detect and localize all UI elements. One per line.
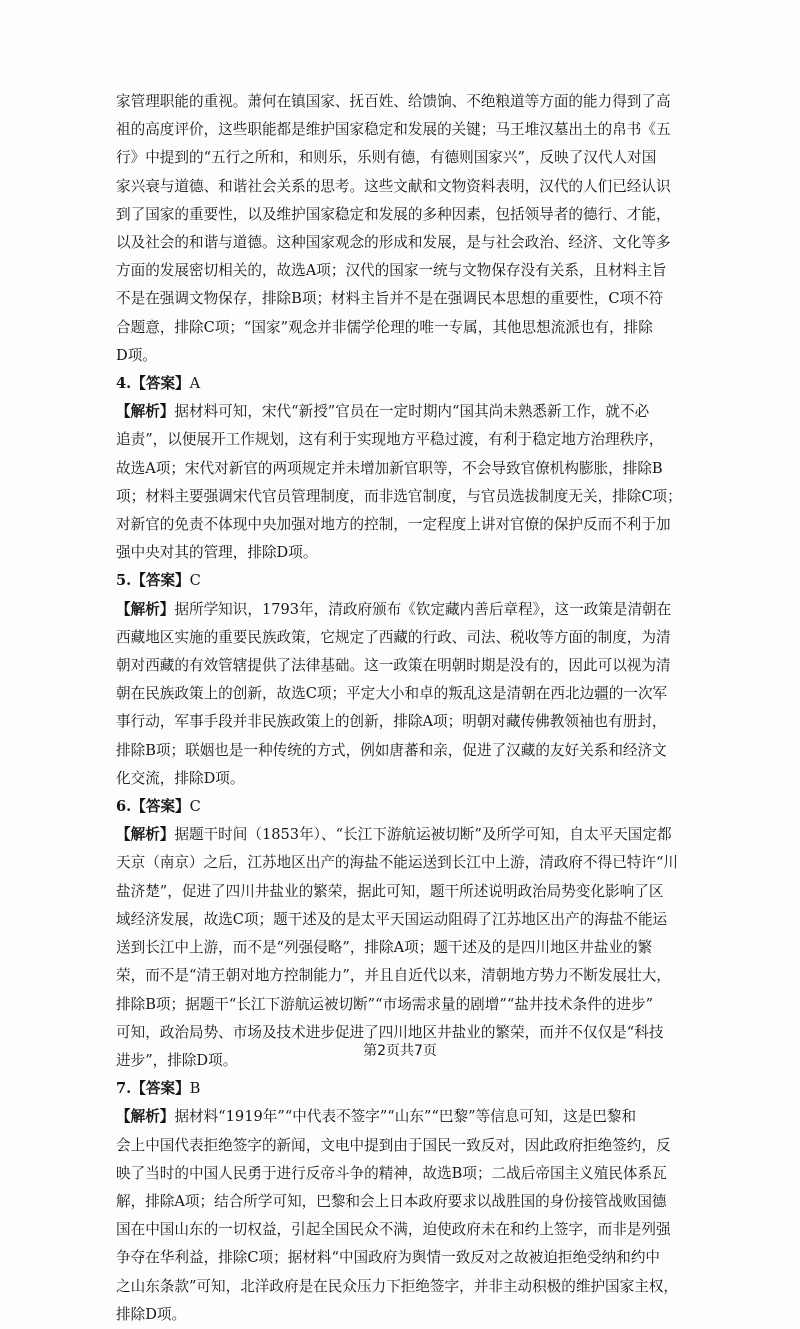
line-text: 祖的高度评价，这些职能都是维护国家稳定和发展的关键；马王堆汉墓出土的帛书《五 xyxy=(116,121,671,139)
answer-value: C xyxy=(189,572,201,590)
line-text: 可知，政治局势、市场及技术进步促进了四川地区井盐业的繁荣，而并不仅仅是“科技 xyxy=(116,1023,664,1041)
text-line xyxy=(116,1273,716,1301)
line-text: 据材料“1919年”“中代表不签字”“山东”“巴黎”等信息可知，这是巴黎和 xyxy=(174,1108,637,1126)
text-line xyxy=(116,314,716,342)
line-text: 天京（南京）之后，江苏地区出产的海盐不能运送到长江中上游，清政府不得已特许“川 xyxy=(116,854,679,872)
analysis-block xyxy=(116,821,716,1075)
text-line xyxy=(116,483,716,511)
line-text: 故选A项；宋代对新官的两项规定并未增加新官职等，不会导致官僚机构膨胀，排除B xyxy=(116,459,663,477)
line-text: 行》中提到的“五行之所和，和则乐，乐则有德，有德则国家兴”，反映了汉代人对国 xyxy=(116,149,657,167)
line-text: 到了国家的重要性，以及维护国家稳定和发展的多种因素，包括领导者的德行、才能， xyxy=(116,205,671,223)
line-text: 不是在强调文物保存，排除B项；材料主旨并不是在强调民本思想的重要性，C项不符 xyxy=(116,290,664,308)
analysis-label: 【解析】 xyxy=(116,600,175,618)
text-line xyxy=(116,708,716,736)
analysis-label: 【解析】 xyxy=(116,826,175,844)
answer-line xyxy=(116,370,716,398)
text-line xyxy=(116,1244,716,1272)
answer-value: A xyxy=(189,375,201,393)
text-line xyxy=(116,1216,716,1244)
line-text: 送到长江中上游，而不是“列强侵略”，排除A项；题干述及的是四川地区井盐业的繁 xyxy=(116,939,653,957)
answer-line xyxy=(116,793,716,821)
text-line xyxy=(116,906,716,934)
analysis-block xyxy=(116,596,716,793)
text-line xyxy=(116,596,716,624)
line-text: 映了当时的中国人民勇于进行反帝斗争的精神，故选B项；二战后帝国主义殖民体系瓦 xyxy=(116,1164,667,1182)
line-text: 对新官的免责不体现中央加强对地方的控制，一定程度上讲对官僚的保护反而不利于加 xyxy=(116,516,671,534)
line-text: 强中央对其的管理，排除D项。 xyxy=(116,544,318,562)
line-text: 朝在民族政策上的创新，故选C项；平定大小和卓的叛乱这是清朝在西北边疆的一次军 xyxy=(116,685,668,703)
answer-value: C xyxy=(189,798,201,816)
line-text: D项。 xyxy=(116,346,157,364)
answer-num: 4. xyxy=(116,375,132,393)
answer-line xyxy=(116,1075,716,1103)
page-footer: 第2页共7页 xyxy=(363,1043,437,1059)
line-text: 项；材料主要强调宋代官员管理制度，而非选官制度，与官员选拔制度无关，排除C项； xyxy=(116,487,682,505)
line-text: 之山东条款”可知，北洋政府是在民众压力下拒绝签字，并非主动积极的维护国家主权， xyxy=(116,1277,679,1295)
text-line xyxy=(116,511,716,539)
text-line xyxy=(116,201,716,229)
analysis-label: 【解析】 xyxy=(116,1108,175,1126)
answer-num: 6. xyxy=(116,798,132,816)
line-text: 排除B项；联姻也是一种传统的方式，例如唐蕃和亲，促进了汉藏的友好关系和经济文 xyxy=(116,741,667,759)
line-text: 据题干时间（1853年）、“长江下游航运被切断”及所学可知，自太平天国定都 xyxy=(174,826,672,844)
answer-num: 5. xyxy=(116,572,132,590)
text-line xyxy=(116,229,716,257)
line-text: 追责”，以便展开工作规划，这有利于实现地方平稳过渡，有利于稳定地方治理秩序， xyxy=(116,431,664,449)
text-line xyxy=(116,1301,716,1329)
answer-tag: 【答案】 xyxy=(131,798,190,816)
line-text: 盐济楚”，促进了四川井盐业的繁荣，据此可知，题干所述说明政治局势变化影响了区 xyxy=(116,882,664,900)
text-line xyxy=(116,1132,716,1160)
line-text: 解，排除A项；结合所学可知，巴黎和会上日本政府要求以战胜国的身份接管战败国德 xyxy=(116,1192,667,1210)
analysis-block xyxy=(116,398,716,567)
text-line xyxy=(116,737,716,765)
text-line xyxy=(116,173,716,201)
answer-num: 7. xyxy=(116,1080,132,1098)
line-text: 家兴衰与道德、和谐社会关系的思考。这些文献和文物资料表明，汉代的人们已经认识 xyxy=(116,177,671,195)
text-line xyxy=(116,962,716,990)
text-line xyxy=(116,1188,716,1216)
text-line xyxy=(116,991,716,1019)
line-text: 荣，而不是“清王朝对地方控制能力”，并且自近代以来，清朝地方势力不断发展壮大， xyxy=(116,967,671,985)
analysis-label: 【解析】 xyxy=(116,403,175,421)
line-text: 国在中国山东的一切权益，引起全国民众不满，迫使政府未在和约上签字，而非是列强 xyxy=(116,1221,671,1239)
text-line xyxy=(116,1160,716,1188)
line-text: 据材料可知，宋代“新授”官员在一定时期内“国其尚未熟悉新工作，就不必 xyxy=(174,403,650,421)
text-line xyxy=(116,88,716,116)
text-line xyxy=(116,426,716,454)
text-line xyxy=(116,878,716,906)
text-line xyxy=(116,652,716,680)
text-line xyxy=(116,624,716,652)
text-line xyxy=(116,849,716,877)
paragraph xyxy=(116,88,716,370)
line-text: 域经济发展，故选C项；题干述及的是太平天国运动阻碍了江苏地区出产的海盐不能运 xyxy=(116,910,668,928)
line-text: 朝对西藏的有效管辖提供了法律基础。这一政策在明朝时期是没有的，因此可以视为清 xyxy=(116,657,671,675)
line-text: 事行动，军事手段并非民族政策上的创新，排除A项；明朝对藏传佛教领袖也有册封， xyxy=(116,713,667,731)
text-line xyxy=(116,144,716,172)
text-line xyxy=(116,342,716,370)
answer-value: B xyxy=(189,1080,201,1098)
line-text: 争夺在华利益，排除C项；据材料“中国政府为舆情一致反对之故被迫拒绝受纳和约中 xyxy=(116,1249,661,1267)
line-text: 进步”，排除D项。 xyxy=(116,1051,238,1069)
line-text: 以及社会的和谐与道德。这种国家观念的形成和发展，是与社会政治、经济、文化等多 xyxy=(116,234,671,252)
line-text: 家管理职能的重视。萧何在镇国家、抚百姓、给馈饷、不绝粮道等方面的能力得到了高 xyxy=(116,93,671,110)
text-line xyxy=(116,257,716,285)
text-line xyxy=(116,455,716,483)
analysis-block xyxy=(116,1103,716,1329)
line-text: 排除D项。 xyxy=(116,1305,187,1323)
text-line xyxy=(116,116,716,144)
text-line xyxy=(116,539,716,567)
line-text: 会上中国代表拒绝签字的新闻，文电中提到由于国民一致反对，因此政府拒绝签约，反 xyxy=(116,1136,671,1154)
line-text: 合题意，排除C项；“国家”观念并非儒学伦理的唯一专属，其他思想流派也有，排除 xyxy=(116,318,653,336)
answer-tag: 【答案】 xyxy=(131,375,190,393)
answer-tag: 【答案】 xyxy=(131,1080,190,1098)
text-line xyxy=(116,680,716,708)
text-line xyxy=(116,821,716,849)
text-line xyxy=(116,934,716,962)
answer-line xyxy=(116,567,716,595)
text-line xyxy=(116,1103,716,1131)
text-line xyxy=(116,285,716,313)
answer-tag: 【答案】 xyxy=(131,572,190,590)
line-text: 排除B项；据题干“长江下游航运被切断”“市场需求量的剧增”“盐井技术条件的进步” xyxy=(116,995,654,1013)
line-text: 据所学知识，1793年，清政府颁布《钦定藏内善后章程》，这一政策是清朝在 xyxy=(174,600,672,618)
document-body xyxy=(116,88,716,1329)
text-line xyxy=(116,765,716,793)
line-text: 化交流，排除D项。 xyxy=(116,769,245,787)
line-text: 方面的发展密切相关的，故选A项；汉代的国家一统与文物保存没有关系，且材料主旨 xyxy=(116,262,667,280)
text-line xyxy=(116,398,716,426)
line-text: 西藏地区实施的重要民族政策，它规定了西藏的行政、司法、税收等方面的制度，为清 xyxy=(116,628,671,646)
